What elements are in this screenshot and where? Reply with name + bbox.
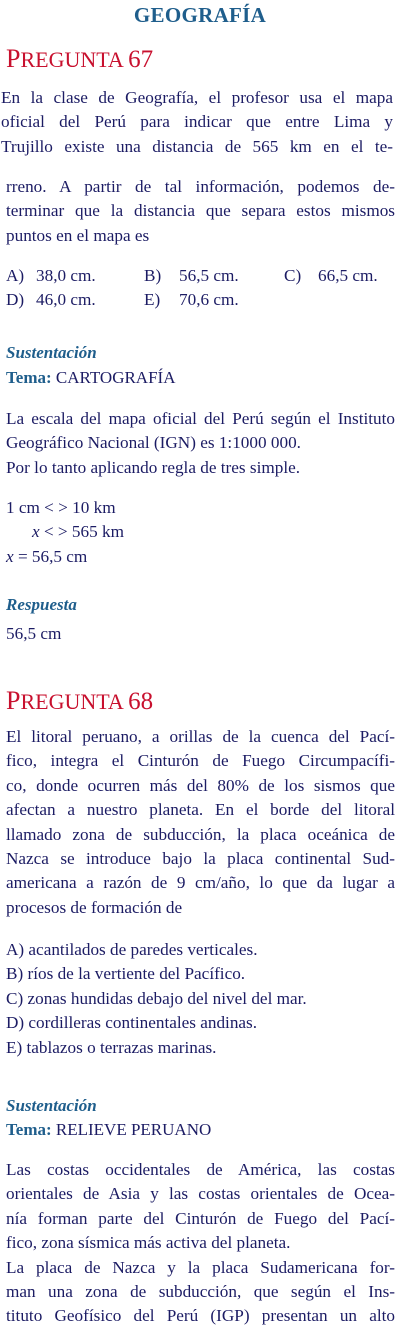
option-e-letter: E) xyxy=(144,290,161,310)
respuesta-value-67: 56,5 cm xyxy=(6,624,62,643)
rule-of-three xyxy=(6,496,395,569)
option-c-text: 66,5 cm. xyxy=(318,266,378,285)
explanation-68: Las costas occidentales de América, las costas orientales de Asia y las costas orientales de Ocea- nía forman parte del Cinturón de Fuego del Pací- fico, zona sísmica más activa del planeta. La placa de Nazca y la placa Sudamericana for- man una zona de subducción, que según el Ins- tituto Geofísico del Perú (IGP) presentan un alto xyxy=(6,1160,395,1326)
question-68-options xyxy=(6,938,395,1060)
respuesta-heading-67: Respuesta xyxy=(6,595,77,614)
math-line-3: x = 56,5 cm xyxy=(6,546,88,566)
question-67-options xyxy=(6,264,395,313)
option-a-letter: A) xyxy=(6,266,25,285)
option-b-letter: B) xyxy=(144,266,162,285)
option-a: A) acantilados de paredes verticales. xyxy=(6,940,258,959)
tema-67: Tema: CARTOGRAFÍA xyxy=(6,368,176,387)
question-67-statement-part1: En la clase de Geografía, el profesor usa el mapa oficial del Perú para indicar que entre Lima y Trujillo existe una distancia de 565 km en el te- xyxy=(1,88,393,156)
math-line-1: 1 cm < > 10 km xyxy=(6,498,116,517)
option-b: B) ríos de la vertiente del Pacífico. xyxy=(6,964,246,984)
option-e-text: 70,6 cm. xyxy=(179,290,239,310)
sustentacion-heading-68: Sustentación xyxy=(6,1096,97,1115)
question-68-heading: PREGUNTA 68 xyxy=(6,686,154,715)
option-c: C) zonas hundidas debajo del nivel del mar. xyxy=(6,988,307,1008)
option-d: D) cordilleras continentales andinas. xyxy=(6,1013,258,1033)
option-d-letter: D) xyxy=(6,290,25,310)
sustentacion-heading-67: Sustentación xyxy=(6,343,97,362)
question-67-statement-part2: rreno. A partir de tal información, podemos de- terminar que la distancia que separa estos mismos puntos en el mapa es xyxy=(6,177,395,245)
option-a-text: 38,0 cm. xyxy=(36,266,96,285)
tema-68: Tema: RELIEVE PERUANO xyxy=(6,1120,212,1139)
explanation-67: La escala del mapa oficial del Perú según el Instituto Geográfico Nacional (IGN) es 1:1000 000. Por lo tanto aplicando regla de tres simple. xyxy=(6,409,395,477)
question-67-heading: PREGUNTA 67 xyxy=(6,44,154,73)
question-68-statement: El litoral peruano, a orillas de la cuenca del Pací- fico, integra el Cinturón de Fuego Circumpacífi- co, donde ocurren más del 80% de los sismos que afectan a nuestro planeta. En el borde del litoral llamado zona de subducción, la placa oceánica de Nazca se introduce bajo la placa continental Sud- americana a razón de 9 cm/año, lo que da lugar a procesos de formación de xyxy=(6,727,395,917)
section-title: GEOGRAFÍA xyxy=(133,3,267,27)
option-e: E) tablazos o terrazas marinas. xyxy=(6,1037,217,1057)
option-b-text: 56,5 cm. xyxy=(179,266,239,285)
option-d-text: 46,0 cm. xyxy=(36,290,96,310)
option-c-letter: C) xyxy=(284,266,302,285)
math-line-2: x < > 565 km xyxy=(32,522,124,542)
